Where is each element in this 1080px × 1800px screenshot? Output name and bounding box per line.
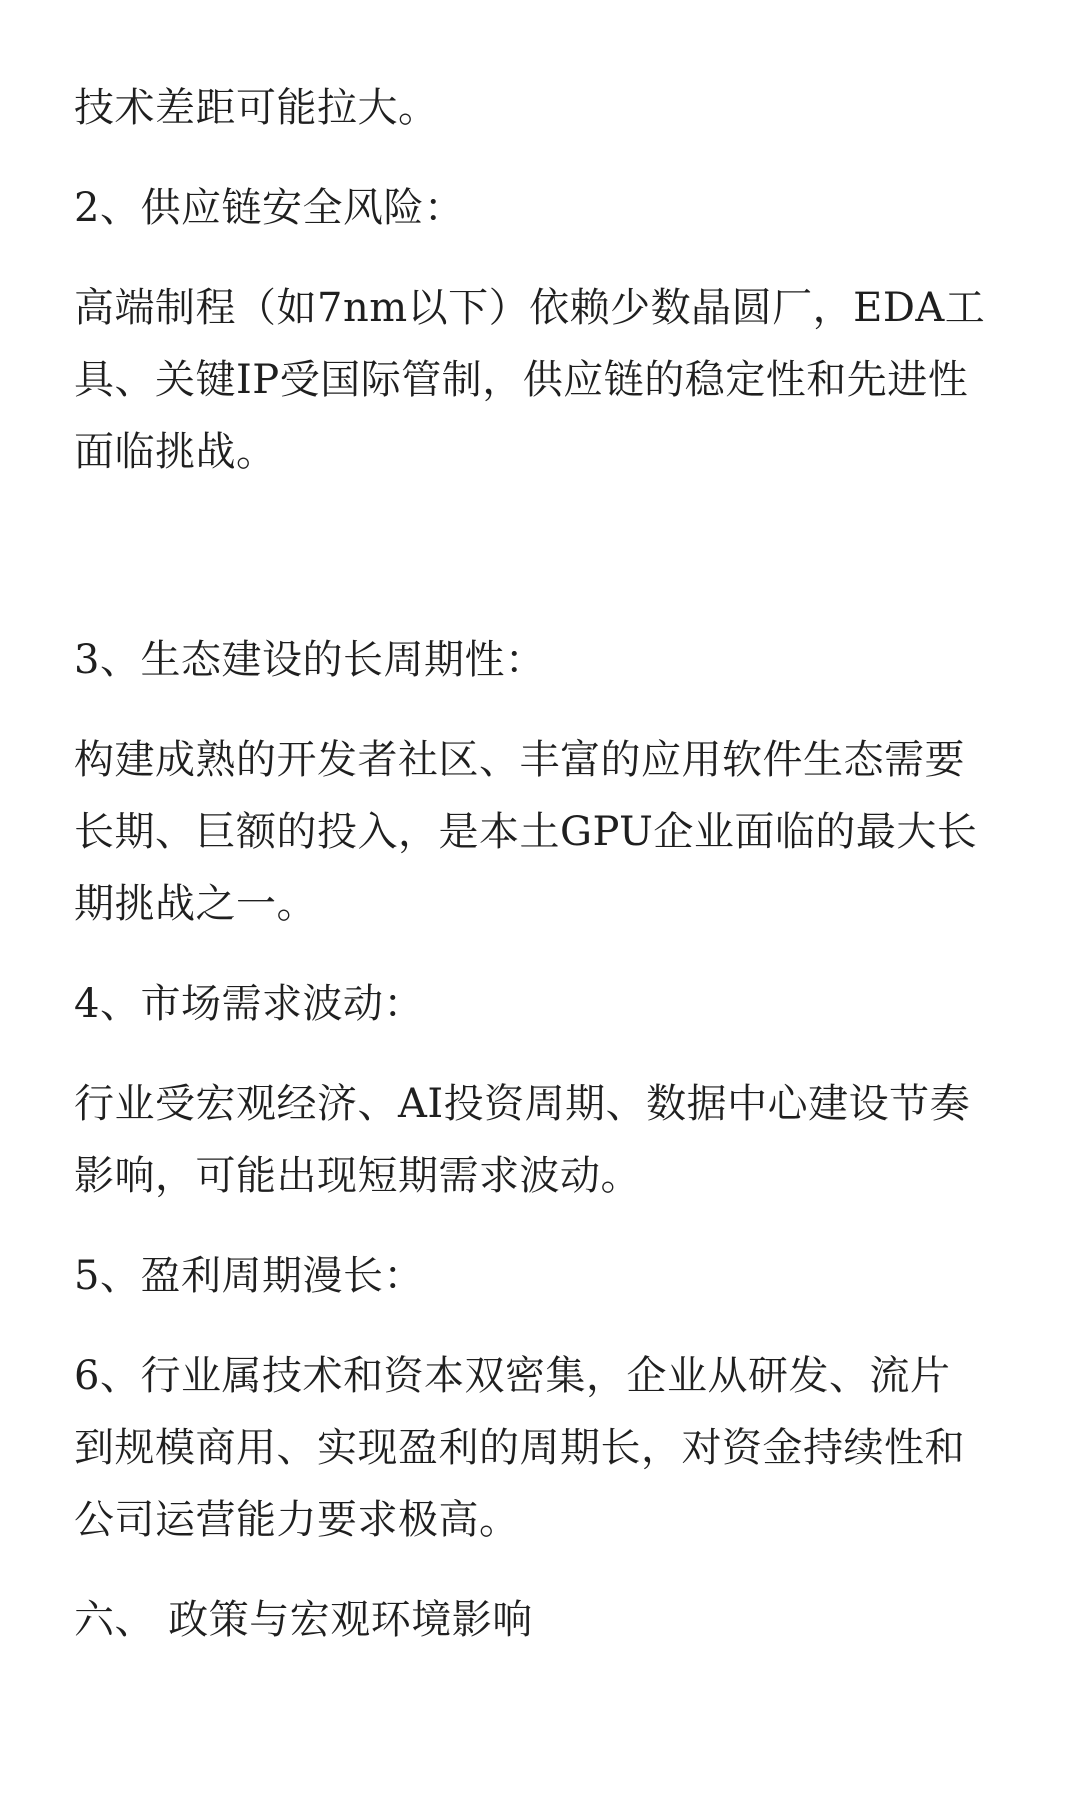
paragraph-tech-gap <box>74 72 1014 144</box>
paragraph-market-demand <box>74 1068 1014 1212</box>
text-line: 4、市场需求波动： <box>74 981 424 1027</box>
text-line: 构建成熟的开发者社区、丰富的应用软件生态需要 <box>74 737 965 783</box>
text-line: 6、行业属技术和资本双密集，企业从研发、流片 <box>74 1353 951 1399</box>
heading-ecosystem <box>74 624 1014 696</box>
paragraph-capital-intensive <box>74 1340 1014 1556</box>
text-line: 3、生态建设的长周期性： <box>74 637 546 683</box>
text-line: 长期、巨额的投入，是本土GPU企业面临的最大长 <box>74 809 978 855</box>
text-line: 行业受宏观经济、AI投资周期、数据中心建设节奏 <box>74 1081 971 1127</box>
text-line: 高端制程（如7nm以下）依赖少数晶圆厂，EDA工 <box>74 285 986 331</box>
text-line: 技术差距可能拉大。 <box>74 85 439 131</box>
text-line: 公司运营能力要求极高。 <box>74 1497 520 1543</box>
heading-profit-cycle <box>74 1240 1014 1312</box>
text-line: 5、盈利周期漫长： <box>74 1253 424 1299</box>
paragraph-supply-chain <box>74 272 1014 488</box>
text-line: 影响，可能出现短期需求波动。 <box>74 1153 641 1199</box>
heading-supply-chain-risk <box>74 172 1014 244</box>
text-line: 具、关键IP受国际管制，供应链的稳定性和先进性 <box>74 357 969 403</box>
text-line: 2、供应链安全风险： <box>74 185 465 231</box>
heading-market-demand <box>74 968 1014 1040</box>
text-line: 六、 政策与宏观环境影响 <box>74 1597 533 1643</box>
paragraph-ecosystem <box>74 724 1014 940</box>
article-body <box>74 72 1014 1656</box>
section-heading-policy <box>74 1584 1014 1656</box>
text-line: 到规模商用、实现盈利的周期长，对资金持续性和 <box>74 1425 965 1471</box>
text-line: 期挑战之一。 <box>74 881 317 927</box>
text-line: 面临挑战。 <box>74 429 277 475</box>
